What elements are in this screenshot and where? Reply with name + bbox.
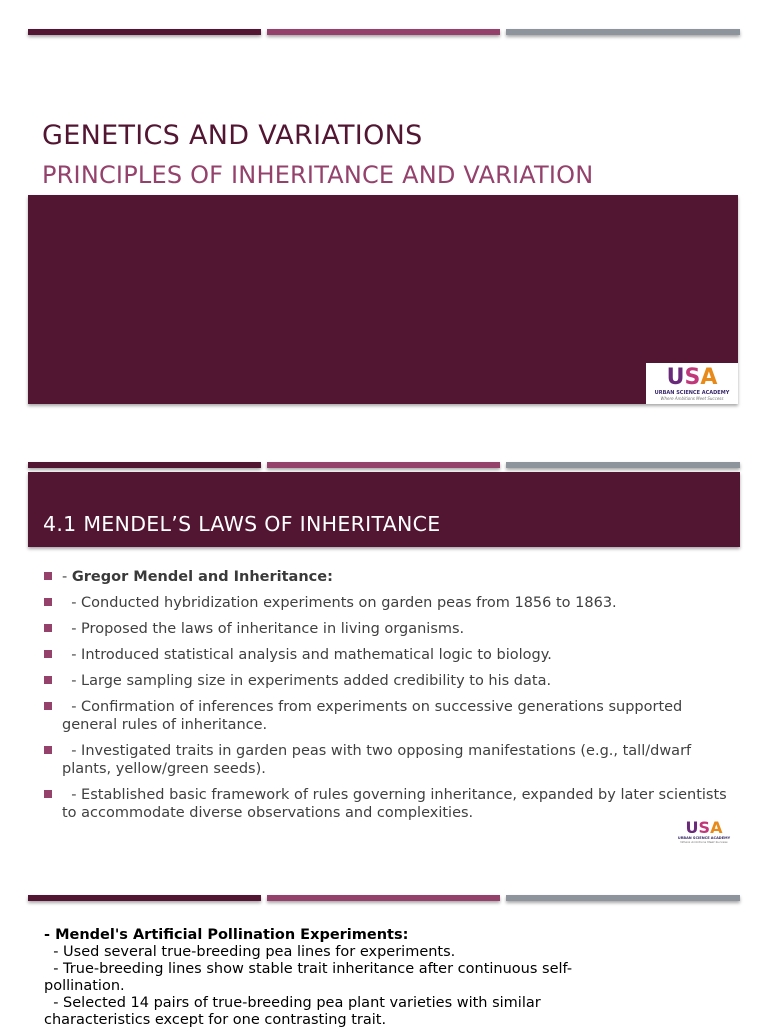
slide-title: GENETICS AND VARIATIONS	[42, 120, 423, 151]
accent-bar-pink	[267, 29, 500, 35]
bullet-text: - Conducted hybridization experiments on garden peas from 1856 to 1863.	[62, 595, 617, 611]
accent-bar-gray	[506, 29, 740, 35]
accent-bar-pink	[267, 895, 500, 901]
accent-bar-dark	[28, 462, 261, 468]
logo-letter-a: A	[700, 364, 718, 390]
slide3-heading: - Mendel's Artificial Pollination Experiments:	[44, 927, 409, 943]
accent-bar-pink	[267, 462, 500, 468]
bullet-item	[44, 786, 734, 822]
bullet-item	[44, 568, 734, 586]
logo-tagline: Where Ambitions Meet Success	[680, 840, 728, 845]
bullet-text: - Introduced statistical analysis and mathematical logic to biology.	[62, 647, 552, 663]
section-title: 4.1 MENDEL’S LAWS OF INHERITANCE	[43, 512, 441, 536]
bullet-item	[44, 698, 734, 734]
usa-logo	[646, 363, 738, 404]
slide3-line: - True-breeding lines show stable trait inheritance after continuous self-pollination.	[44, 961, 573, 994]
logo-name: URBAN SCIENCE ACADEMY	[654, 389, 730, 396]
bullet-square-icon	[44, 790, 52, 798]
logo-tagline: Where Ambitions Meet Success	[660, 395, 724, 401]
bullet-item	[44, 620, 734, 638]
bullet-square-icon	[44, 624, 52, 632]
bullet-square-icon	[44, 676, 52, 684]
slide3-line: - Selected 14 pairs of true-breeding pea plant varieties with similar characteristics except for one contrasting trait.	[44, 995, 546, 1028]
bullet-text: - Confirmation of inferences from experiments on successive generations supported general rules of inheritance.	[62, 699, 687, 733]
bullet-text: - Proposed the laws of inheritance in living organisms.	[62, 621, 465, 637]
bullet-item	[44, 672, 734, 690]
accent-bar-dark	[28, 29, 261, 35]
bullet-item	[44, 646, 734, 664]
logo-name: URBAN SCIENCE ACADEMY	[677, 835, 731, 840]
bullet-prefix: -	[62, 569, 72, 585]
slide-subtitle: PRINCIPLES OF INHERITANCE AND VARIATION	[42, 161, 594, 189]
bullet-list	[44, 568, 734, 830]
accent-bar-gray	[506, 895, 740, 901]
logo-letter-s: S	[698, 817, 711, 837]
logo-letter-a: A	[710, 817, 723, 837]
bullet-bold: Gregor Mendel and Inheritance:	[71, 569, 333, 585]
bullet-square-icon	[44, 746, 52, 754]
bullet-square-icon	[44, 572, 52, 580]
slide3-content	[44, 927, 604, 1029]
accent-bar-dark	[28, 895, 261, 901]
section-header	[28, 472, 740, 547]
bullet-item	[44, 594, 734, 612]
bullet-square-icon	[44, 650, 52, 658]
bullet-item	[44, 742, 734, 778]
logo-letter-s: S	[684, 364, 701, 390]
title-color-block	[28, 195, 738, 404]
bullet-text: - Large sampling size in experiments added credibility to his data.	[62, 673, 552, 689]
accent-bar-gray	[506, 462, 740, 468]
logo-letter-u: U	[666, 364, 685, 390]
bullet-text: - Investigated traits in garden peas with two opposing manifestations (e.g., tall/dwarf plants, yellow/green seeds).	[62, 743, 696, 777]
usa-logo-small	[676, 815, 732, 849]
bullet-text: - Established basic framework of rules governing inheritance, expanded by later scientists to accommodate diverse observations and complexities.	[62, 787, 732, 821]
logo-letter-u: U	[685, 817, 699, 837]
slide3-line: - Used several true-breeding pea lines for experiments.	[44, 944, 456, 960]
bullet-square-icon	[44, 598, 52, 606]
bullet-square-icon	[44, 702, 52, 710]
